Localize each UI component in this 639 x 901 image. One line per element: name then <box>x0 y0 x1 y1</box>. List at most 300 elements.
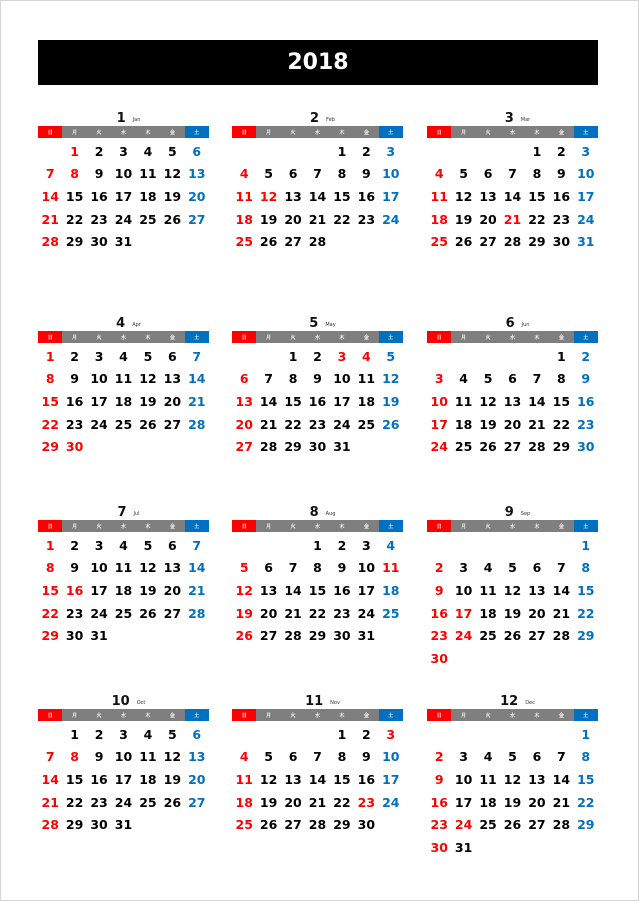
day-cell: 23 <box>65 416 84 432</box>
weekday-label: 金 <box>354 331 378 343</box>
day-cell: 26 <box>139 605 157 621</box>
weekday-label: 日 <box>38 331 62 343</box>
day-cell: 25 <box>454 439 473 455</box>
day-cell: 22 <box>65 794 84 810</box>
weekday-label: 土 <box>574 126 598 138</box>
day-cell: 4 <box>386 537 396 553</box>
empty-day-cell <box>232 345 256 368</box>
day-cell: 7 <box>557 749 566 765</box>
month-english-name: Jan <box>132 117 141 123</box>
weekday-label: 月 <box>256 126 280 138</box>
day-cell: 28 <box>552 817 571 833</box>
month-english-name: Oct <box>136 700 146 706</box>
day-cell: 8 <box>45 560 55 576</box>
day-cell: 18 <box>479 794 497 810</box>
weekday-label: 金 <box>549 126 573 138</box>
weekday-header <box>427 520 598 532</box>
day-cell: 29 <box>333 817 351 833</box>
day-cell: 14 <box>503 188 522 204</box>
month-title <box>427 502 598 519</box>
day-cell: 12 <box>259 188 278 204</box>
days-grid <box>427 534 598 670</box>
day-cell: 9 <box>94 166 104 182</box>
day-cell: 8 <box>557 371 566 387</box>
days-grid <box>232 345 403 458</box>
day-cell: 3 <box>459 560 468 576</box>
day-cell: 2 <box>434 749 444 765</box>
day-cell: 9 <box>313 371 322 387</box>
day-cell: 11 <box>114 560 133 576</box>
day-cell: 8 <box>288 371 298 387</box>
weekday-header <box>427 331 598 343</box>
day-cell: 10 <box>90 371 108 387</box>
weekday-label: 火 <box>87 520 111 532</box>
day-cell: 9 <box>581 371 591 387</box>
day-cell: 30 <box>333 628 351 644</box>
days-grid <box>232 723 403 836</box>
day-cell: 26 <box>163 794 182 810</box>
weekday-label: 月 <box>256 331 280 343</box>
day-cell: 3 <box>119 726 128 742</box>
day-cell: 3 <box>94 348 104 364</box>
day-cell: 18 <box>139 771 157 787</box>
day-cell: 15 <box>308 582 327 598</box>
day-cell: 4 <box>434 166 444 182</box>
month-number: 8 <box>309 505 319 520</box>
weekday-label: 日 <box>38 520 62 532</box>
day-cell: 10 <box>454 771 473 787</box>
day-cell: 9 <box>434 771 444 787</box>
days-grid <box>38 345 209 458</box>
empty-day-cell <box>500 723 524 746</box>
day-cell: 24 <box>454 817 473 833</box>
weekday-label: 土 <box>574 520 598 532</box>
days-grid <box>427 345 598 458</box>
weekday-label: 土 <box>185 709 209 721</box>
day-cell: 13 <box>188 749 206 765</box>
empty-day-cell <box>281 534 305 557</box>
day-cell: 18 <box>235 794 253 810</box>
days-grid <box>232 534 403 647</box>
day-cell: 12 <box>139 371 157 387</box>
day-cell: 8 <box>532 166 542 182</box>
day-cell: 16 <box>65 582 84 598</box>
day-cell: 1 <box>557 348 566 364</box>
empty-day-cell <box>232 534 256 557</box>
day-cell: 1 <box>337 726 347 742</box>
day-cell: 6 <box>288 166 298 182</box>
month-aug <box>232 502 403 647</box>
day-cell: 6 <box>264 560 273 576</box>
empty-day-cell <box>256 723 280 746</box>
empty-day-cell <box>525 723 549 746</box>
day-cell: 21 <box>308 211 327 227</box>
day-cell: 30 <box>65 439 84 455</box>
day-cell: 21 <box>259 416 278 432</box>
day-cell: 10 <box>382 749 400 765</box>
weekday-label: 金 <box>160 709 184 721</box>
month-english-name: Feb <box>326 117 335 123</box>
month-english-name: Aug <box>325 511 336 517</box>
day-cell: 11 <box>139 749 157 765</box>
day-cell: 26 <box>382 416 400 432</box>
empty-day-cell <box>500 534 524 557</box>
day-cell: 1 <box>70 143 79 159</box>
day-cell: 4 <box>239 166 249 182</box>
day-cell: 10 <box>114 166 133 182</box>
weekday-label: 金 <box>354 709 378 721</box>
weekday-header <box>38 520 209 532</box>
day-cell: 11 <box>139 166 157 182</box>
day-cell: 20 <box>528 794 546 810</box>
day-cell: 28 <box>308 817 327 833</box>
empty-day-cell <box>38 723 62 746</box>
month-number: 2 <box>310 111 320 126</box>
weekday-label: 木 <box>136 520 160 532</box>
day-cell: 28 <box>41 817 59 833</box>
day-cell: 10 <box>430 393 448 409</box>
day-cell: 7 <box>313 166 322 182</box>
day-cell: 4 <box>239 749 249 765</box>
day-cell: 9 <box>362 166 371 182</box>
day-cell: 3 <box>581 143 591 159</box>
day-cell: 13 <box>528 771 546 787</box>
day-cell: 4 <box>459 371 468 387</box>
month-number: 9 <box>504 505 514 520</box>
day-cell: 7 <box>288 560 298 576</box>
day-cell: 23 <box>65 605 84 621</box>
day-cell: 24 <box>357 605 376 621</box>
day-cell: 25 <box>114 605 133 621</box>
empty-day-cell <box>476 534 500 557</box>
day-cell: 30 <box>430 650 448 666</box>
weekday-label: 火 <box>281 126 305 138</box>
weekday-label: 火 <box>476 331 500 343</box>
weekday-label: 月 <box>256 709 280 721</box>
empty-day-cell <box>525 534 549 557</box>
month-title <box>232 691 403 708</box>
day-cell: 15 <box>528 188 546 204</box>
day-cell: 28 <box>259 439 278 455</box>
day-cell: 11 <box>479 771 497 787</box>
day-cell: 31 <box>357 628 376 644</box>
day-cell: 27 <box>284 817 302 833</box>
day-cell: 22 <box>333 211 351 227</box>
day-cell: 21 <box>41 211 59 227</box>
day-cell: 27 <box>284 234 302 250</box>
day-cell: 4 <box>119 537 128 553</box>
month-english-name: Sep <box>520 511 531 517</box>
weekday-header <box>232 709 403 721</box>
month-number: 7 <box>117 505 127 520</box>
weekday-label: 木 <box>525 520 549 532</box>
day-cell: 17 <box>357 582 376 598</box>
day-cell: 18 <box>235 211 253 227</box>
day-cell: 30 <box>357 817 376 833</box>
day-cell: 15 <box>284 393 302 409</box>
day-cell: 5 <box>168 143 177 159</box>
day-cell: 8 <box>337 749 347 765</box>
day-cell: 6 <box>483 166 493 182</box>
empty-day-cell <box>232 723 256 746</box>
weekday-label: 日 <box>427 709 451 721</box>
month-jun <box>427 313 598 458</box>
weekday-label: 土 <box>185 331 209 343</box>
day-cell: 28 <box>528 439 546 455</box>
month-jul <box>38 502 209 647</box>
weekday-label: 月 <box>62 520 86 532</box>
day-cell: 8 <box>313 560 322 576</box>
day-cell: 13 <box>503 393 522 409</box>
day-cell: 23 <box>552 211 571 227</box>
day-cell: 28 <box>284 628 302 644</box>
weekday-header <box>38 126 209 138</box>
month-english-name: Mar <box>520 117 531 123</box>
day-cell: 4 <box>483 749 493 765</box>
weekday-label: 月 <box>451 709 475 721</box>
days-grid <box>232 140 403 253</box>
day-cell: 28 <box>503 234 522 250</box>
weekday-label: 月 <box>256 520 280 532</box>
empty-day-cell <box>476 345 500 368</box>
weekday-label: 木 <box>525 126 549 138</box>
day-cell: 12 <box>139 560 157 576</box>
empty-day-cell <box>305 723 329 746</box>
weekday-label: 土 <box>379 709 403 721</box>
year-banner <box>38 40 598 85</box>
weekday-label: 金 <box>549 331 573 343</box>
empty-day-cell <box>256 345 280 368</box>
weekday-label: 火 <box>281 709 305 721</box>
weekday-label: 水 <box>500 520 524 532</box>
day-cell: 11 <box>479 582 497 598</box>
day-cell: 14 <box>41 771 59 787</box>
day-cell: 19 <box>503 794 522 810</box>
day-cell: 27 <box>528 628 546 644</box>
month-number: 10 <box>111 694 130 709</box>
day-cell: 20 <box>528 605 546 621</box>
day-cell: 25 <box>235 817 253 833</box>
day-cell: 19 <box>503 605 522 621</box>
empty-day-cell <box>500 345 524 368</box>
day-cell: 15 <box>65 771 84 787</box>
day-cell: 2 <box>362 726 371 742</box>
empty-day-cell <box>427 534 451 557</box>
day-cell: 1 <box>532 143 542 159</box>
day-cell: 16 <box>333 582 351 598</box>
year-title: 2018 <box>287 50 349 75</box>
day-cell: 19 <box>163 188 182 204</box>
weekday-label: 月 <box>62 126 86 138</box>
month-title <box>38 108 209 125</box>
day-cell: 1 <box>581 537 591 553</box>
day-cell: 22 <box>528 211 546 227</box>
weekday-label: 月 <box>451 520 475 532</box>
day-cell: 21 <box>284 605 302 621</box>
day-cell: 31 <box>114 817 133 833</box>
day-cell: 17 <box>382 188 400 204</box>
day-cell: 10 <box>357 560 376 576</box>
day-cell: 16 <box>430 605 448 621</box>
month-number: 1 <box>116 111 126 126</box>
day-cell: 11 <box>454 393 473 409</box>
day-cell: 22 <box>577 605 595 621</box>
day-cell: 7 <box>557 560 566 576</box>
day-cell: 25 <box>430 234 448 250</box>
month-number: 3 <box>504 111 514 126</box>
day-cell: 13 <box>235 393 253 409</box>
day-cell: 19 <box>235 605 253 621</box>
weekday-label: 土 <box>185 126 209 138</box>
day-cell: 12 <box>503 771 522 787</box>
day-cell: 19 <box>259 794 278 810</box>
month-title <box>232 108 403 125</box>
day-cell: 15 <box>65 188 84 204</box>
day-cell: 15 <box>552 393 571 409</box>
weekday-label: 火 <box>87 126 111 138</box>
month-oct <box>38 691 209 836</box>
day-cell: 12 <box>259 771 278 787</box>
day-cell: 29 <box>577 817 595 833</box>
month-title <box>38 313 209 330</box>
day-cell: 14 <box>308 771 327 787</box>
empty-day-cell <box>525 345 549 368</box>
day-cell: 27 <box>163 605 182 621</box>
weekday-header <box>427 126 598 138</box>
day-cell: 15 <box>333 188 351 204</box>
day-cell: 26 <box>479 439 497 455</box>
weekday-label: 火 <box>476 520 500 532</box>
day-cell: 10 <box>577 166 595 182</box>
day-cell: 19 <box>454 211 473 227</box>
weekday-label: 火 <box>281 331 305 343</box>
day-cell: 11 <box>430 188 448 204</box>
day-cell: 19 <box>139 393 157 409</box>
weekday-label: 日 <box>232 331 256 343</box>
day-cell: 13 <box>163 371 182 387</box>
day-cell: 6 <box>532 560 542 576</box>
day-cell: 9 <box>70 371 79 387</box>
month-feb <box>232 108 403 253</box>
empty-day-cell <box>500 140 524 163</box>
weekday-header <box>232 331 403 343</box>
weekday-label: 土 <box>379 520 403 532</box>
day-cell: 22 <box>577 794 595 810</box>
weekday-label: 日 <box>38 126 62 138</box>
day-cell: 15 <box>577 771 595 787</box>
day-cell: 10 <box>90 560 108 576</box>
day-cell: 22 <box>552 416 571 432</box>
empty-day-cell <box>256 140 280 163</box>
day-cell: 12 <box>163 749 182 765</box>
day-cell: 30 <box>552 234 571 250</box>
weekday-label: 日 <box>427 126 451 138</box>
day-cell: 15 <box>333 771 351 787</box>
day-cell: 13 <box>188 166 206 182</box>
day-cell: 25 <box>114 416 133 432</box>
day-cell: 18 <box>357 393 376 409</box>
day-cell: 31 <box>577 234 595 250</box>
day-cell: 20 <box>479 211 497 227</box>
month-title <box>427 313 598 330</box>
weekday-label: 水 <box>500 709 524 721</box>
day-cell: 30 <box>90 817 108 833</box>
month-title <box>38 502 209 519</box>
day-cell: 23 <box>308 416 327 432</box>
weekday-label: 木 <box>136 126 160 138</box>
day-cell: 29 <box>552 439 571 455</box>
day-cell: 7 <box>192 348 202 364</box>
day-cell: 27 <box>188 211 206 227</box>
weekday-label: 金 <box>160 126 184 138</box>
day-cell: 1 <box>288 348 298 364</box>
day-cell: 31 <box>114 234 133 250</box>
day-cell: 21 <box>308 794 327 810</box>
weekday-header <box>38 331 209 343</box>
day-cell: 22 <box>333 794 351 810</box>
day-cell: 1 <box>45 348 55 364</box>
day-cell: 23 <box>90 794 108 810</box>
weekday-label: 月 <box>451 331 475 343</box>
day-cell: 18 <box>114 582 133 598</box>
day-cell: 20 <box>259 605 278 621</box>
day-cell: 20 <box>163 582 182 598</box>
day-cell: 14 <box>552 771 571 787</box>
month-nov <box>232 691 403 836</box>
day-cell: 6 <box>192 143 202 159</box>
day-cell: 9 <box>70 560 79 576</box>
day-cell: 21 <box>188 393 206 409</box>
weekday-label: 日 <box>38 709 62 721</box>
days-grid <box>38 534 209 647</box>
day-cell: 5 <box>264 166 273 182</box>
weekday-label: 金 <box>160 331 184 343</box>
day-cell: 19 <box>382 393 400 409</box>
weekday-label: 木 <box>525 331 549 343</box>
day-cell: 24 <box>430 439 448 455</box>
day-cell: 19 <box>479 416 497 432</box>
day-cell: 27 <box>528 817 546 833</box>
day-cell: 17 <box>454 605 473 621</box>
weekday-label: 金 <box>160 520 184 532</box>
day-cell: 27 <box>235 439 253 455</box>
day-cell: 3 <box>386 726 396 742</box>
day-cell: 15 <box>41 393 59 409</box>
weekday-label: 金 <box>354 520 378 532</box>
day-cell: 6 <box>192 726 202 742</box>
weekday-label: 日 <box>232 709 256 721</box>
day-cell: 16 <box>90 771 108 787</box>
day-cell: 17 <box>382 771 400 787</box>
day-cell: 24 <box>90 416 108 432</box>
day-cell: 1 <box>313 537 322 553</box>
empty-day-cell <box>232 140 256 163</box>
weekday-label: 金 <box>549 709 573 721</box>
day-cell: 7 <box>264 371 273 387</box>
month-title <box>232 502 403 519</box>
empty-day-cell <box>38 140 62 163</box>
day-cell: 14 <box>259 393 278 409</box>
month-english-name: Dec <box>525 700 535 706</box>
day-cell: 15 <box>41 582 59 598</box>
day-cell: 11 <box>357 371 376 387</box>
day-cell: 3 <box>337 348 347 364</box>
weekday-label: 水 <box>111 709 135 721</box>
day-cell: 29 <box>528 234 546 250</box>
day-cell: 3 <box>434 371 444 387</box>
day-cell: 8 <box>581 560 591 576</box>
day-cell: 6 <box>532 749 542 765</box>
